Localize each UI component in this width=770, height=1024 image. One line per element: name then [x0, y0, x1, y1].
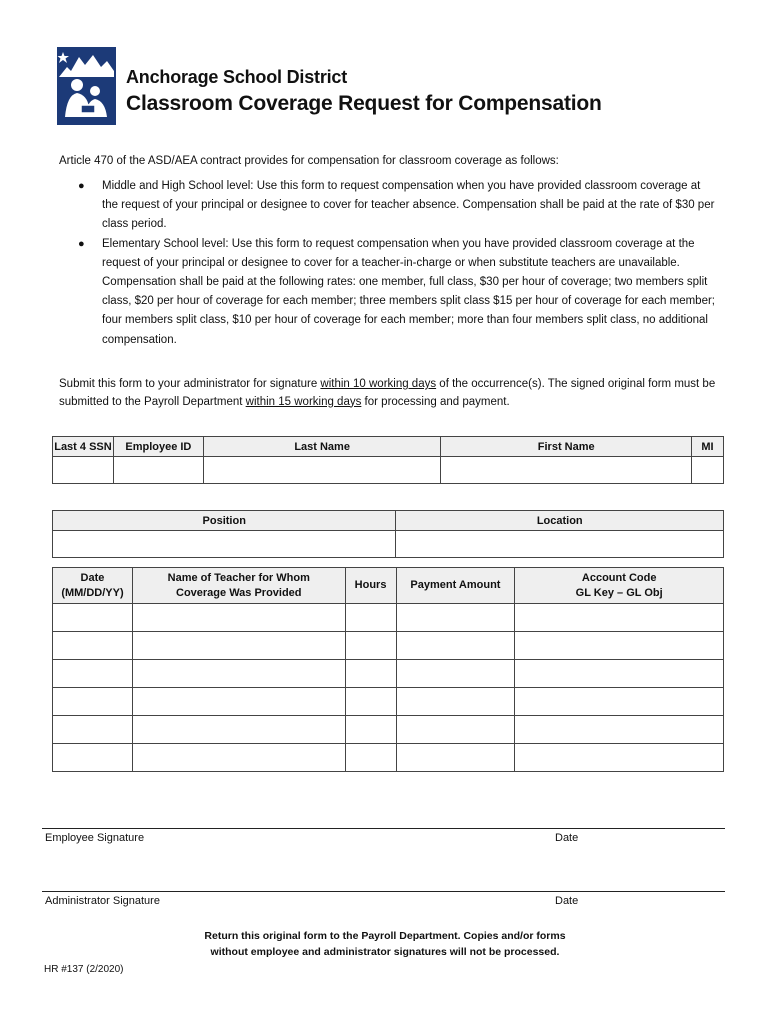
payment-amount-field[interactable]: [396, 604, 515, 632]
position-field[interactable]: [53, 531, 396, 558]
date-field[interactable]: [53, 744, 133, 772]
list-item: ● Elementary School level: Use this form to request compensation when you have provided classroom coverage at the request of your principal or designee to cover for a teacher-in-charge or when substitute teachers are unavailable. Compensation shall be paid at the following rates: one member, full class, $30 per hour of coverage; two members split class, $20 per hour of coverage for each member; three members split class $15 per hour of coverage for each member; four members split class, $10 per hour of coverage for each member; more than four members split class, no additional compensation.: [78, 235, 718, 350]
date-field[interactable]: [53, 604, 133, 632]
header-location: Location: [396, 511, 724, 531]
table-row: [53, 660, 724, 688]
table-row: [53, 744, 724, 772]
footer-notice: Return this original form to the Payroll Department. Copies and/or forms without employee and administrator signatures will not be processed.: [204, 930, 566, 958]
header-payment-amount: Payment Amount: [396, 568, 515, 604]
location-field[interactable]: [396, 531, 724, 558]
account-code-field[interactable]: [515, 660, 724, 688]
employee-signature-line[interactable]: [42, 828, 725, 829]
hours-field[interactable]: [345, 744, 396, 772]
hours-field[interactable]: [345, 660, 396, 688]
account-code-field[interactable]: [515, 744, 724, 772]
teacher-name-field[interactable]: [132, 744, 345, 772]
coverage-table: [52, 567, 724, 772]
header-first-name: First Name: [441, 437, 692, 457]
header-last-name: Last Name: [203, 437, 441, 457]
teacher-name-field[interactable]: [132, 632, 345, 660]
hours-field[interactable]: [345, 716, 396, 744]
teacher-name-field[interactable]: [132, 716, 345, 744]
bullet-icon: ●: [78, 180, 85, 192]
administrator-signature-label: Administrator Signature: [45, 895, 160, 907]
district-logo: [57, 47, 116, 125]
hours-field[interactable]: [345, 604, 396, 632]
payment-amount-field[interactable]: [396, 744, 515, 772]
intro-text: Article 470 of the ASD/AEA contract provides for compensation for classroom coverage as follows:: [59, 155, 559, 167]
submission-instructions: Submit this form to your administrator for signature within 10 working days of the occurrence(s). The signed original form must be submitted to the Payroll Department within 15 working days for processing and payment.: [59, 378, 716, 408]
header-hours: Hours: [345, 568, 396, 604]
organization-name: Anchorage School District: [126, 67, 348, 87]
list-item: ● Middle and High School level: Use this form to request compensation when you have provided classroom coverage at the request of your principal or designee to cover for teacher absence. Compensation shall be paid at the rate of $30 per class period.: [78, 177, 718, 235]
employee-id-field[interactable]: [113, 457, 203, 484]
payment-amount-field[interactable]: [396, 660, 515, 688]
table-row: [53, 688, 724, 716]
position-location-table: [52, 510, 724, 558]
table-row: [53, 604, 724, 632]
table-row: [53, 632, 724, 660]
payment-amount-field[interactable]: [396, 688, 515, 716]
form-title: Classroom Coverage Request for Compensation: [126, 92, 602, 115]
table-row: [53, 716, 724, 744]
administrator-signature-line[interactable]: [42, 891, 725, 892]
header-teacher-name: Name of Teacher for Whom Coverage Was Provided: [132, 568, 345, 604]
date-field[interactable]: [53, 632, 133, 660]
account-code-field[interactable]: [515, 632, 724, 660]
form-number: HR #137 (2/2020): [44, 964, 124, 975]
bullet-icon: ●: [78, 237, 85, 250]
header-employee-id: Employee ID: [113, 437, 203, 457]
header-last4-ssn: Last 4 SSN: [53, 437, 114, 457]
account-code-field[interactable]: [515, 716, 724, 744]
mi-field[interactable]: [692, 457, 724, 484]
last-name-field[interactable]: [203, 457, 441, 484]
first-name-field[interactable]: [441, 457, 692, 484]
teacher-name-field[interactable]: [132, 688, 345, 716]
hours-field[interactable]: [345, 688, 396, 716]
payment-amount-field[interactable]: [396, 716, 515, 744]
payment-amount-field[interactable]: [396, 632, 515, 660]
date-field[interactable]: [53, 688, 133, 716]
administrator-date-label: Date: [555, 895, 579, 907]
account-code-field[interactable]: [515, 604, 724, 632]
bullet-list: [78, 177, 718, 350]
teacher-name-field[interactable]: [132, 660, 345, 688]
account-code-field[interactable]: [515, 688, 724, 716]
employee-signature-label: Employee Signature: [45, 832, 145, 844]
header-date: Date (MM/DD/YY): [53, 568, 133, 604]
date-field[interactable]: [53, 716, 133, 744]
hours-field[interactable]: [345, 632, 396, 660]
teacher-name-field[interactable]: [132, 604, 345, 632]
employee-info-table: [52, 436, 724, 484]
date-field[interactable]: [53, 660, 133, 688]
last4-ssn-field[interactable]: [53, 457, 114, 484]
header-mi: MI: [692, 437, 724, 457]
header-position: Position: [53, 511, 396, 531]
employee-date-label: Date: [555, 832, 579, 844]
header-account-code: Account Code GL Key – GL Obj: [515, 568, 724, 604]
